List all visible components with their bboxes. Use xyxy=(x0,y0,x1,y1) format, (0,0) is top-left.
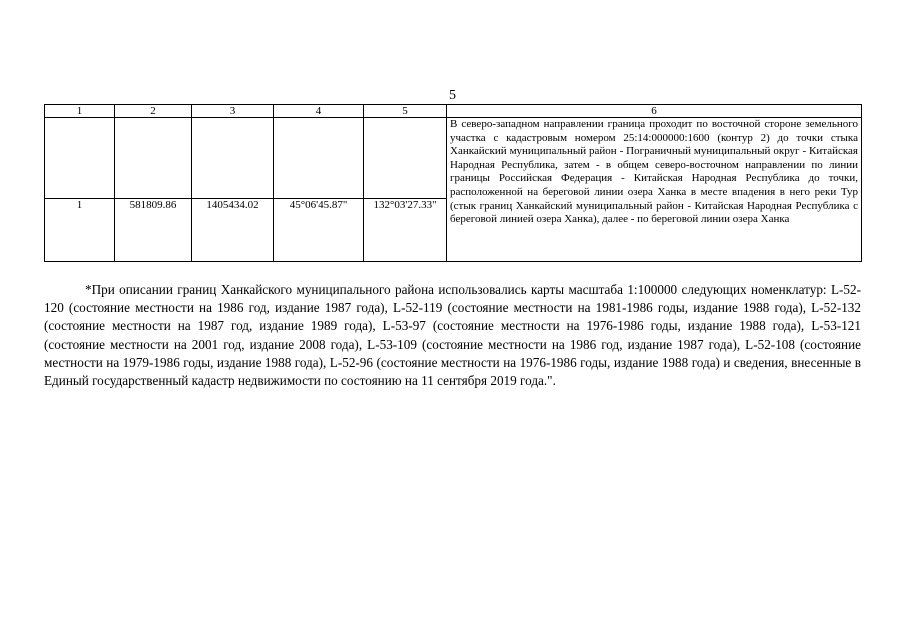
empty-cell xyxy=(364,118,447,199)
empty-cell xyxy=(192,118,274,199)
y-coordinate-cell: 1405434.02 xyxy=(192,199,274,262)
boundary-table xyxy=(44,104,862,262)
column-header: 3 xyxy=(192,105,274,118)
column-header: 6 xyxy=(447,105,862,118)
column-header: 2 xyxy=(115,105,192,118)
point-number-cell: 1 xyxy=(45,199,115,262)
table-row xyxy=(45,118,862,199)
footnote: *При описании границ Ханкайского муниципального района использовались карты масштаба 1:100000 следующих номенклатур: L-52-120 (состояние местности на 1986 год, издание 1987 года), L-52-119 (состояние местности на 1981-1986 годы, издание 1988 года), L-52-132 (состояние местности на 1987 год, издание 1989 года), L-53-97 (состояние местности на 1976-1986 годы, издание 1988 года), L-53-121 (состояние местности на 2001 год, издание 2008 года), L-53-109 (состояние местности на 1986 год, издание 1987 года), L-52-108 (состояние местности на 1979-1986 годы, издание 1988 года), L-52-96 (состояние местности на 1976-1986 годы, издание 1988 года) и сведения, внесенные в Единый государственный кадастр недвижимости по состоянию на 11 сентября 2019 года.". xyxy=(44,282,861,389)
x-coordinate-cell: 581809.86 xyxy=(115,199,192,262)
column-header: 5 xyxy=(364,105,447,118)
column-header: 1 xyxy=(45,105,115,118)
empty-cell xyxy=(45,118,115,199)
latitude-cell: 45°06'45.87" xyxy=(274,199,364,262)
page-number: 5 xyxy=(449,88,456,103)
table-header-row xyxy=(45,105,862,118)
empty-cell xyxy=(115,118,192,199)
empty-cell xyxy=(274,118,364,199)
longitude-cell: 132°03'27.33" xyxy=(364,199,447,262)
boundary-description: В северо-западном направлении граница проходит по восточной стороне земельного участка с кадастровым номером 25:14:000000:1600 (контур 2) до точки стыка Ханкайский муниципальный район - Пограничный муниципальный округ - Китайская Народная Республика, затем - в общем северо-восточном направлении по линии границы Российская Федерация - Китайская Народная Республика до точки, расположенной на береговой линии озера Ханка в месте впадения в него реки Тур (стык границ Ханкайский муниципальный район - Китайская Народная Республика с береговой линией озера Ханка), далее - по береговой линии озера Ханка xyxy=(447,118,862,262)
column-header: 4 xyxy=(274,105,364,118)
